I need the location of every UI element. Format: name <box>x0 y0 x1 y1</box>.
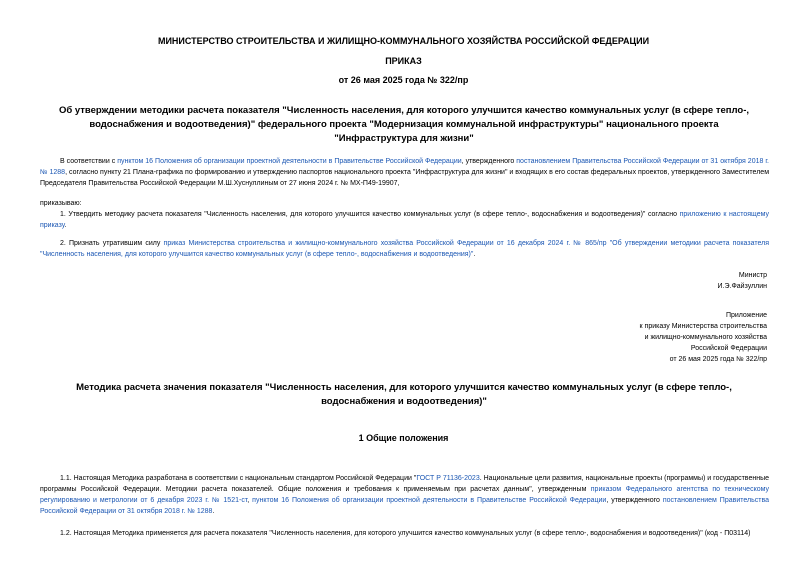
appendix-line-3: и жилищно-коммунального хозяйства <box>644 334 767 341</box>
appendix-line-1: Приложение <box>725 312 767 319</box>
link-decree-1288[interactable]: постановлением Правительства Российской Федерации от 31 октября 2018 г. № 1288 <box>40 158 769 176</box>
signature-block <box>718 270 768 292</box>
preamble-text-1: В соответствии с <box>60 158 118 165</box>
signature-position: Министр <box>738 272 767 279</box>
item-2-text: 2. Признать утратившим силу <box>60 240 164 247</box>
paragraph-1-1 <box>40 473 769 517</box>
p11-text-4: , утвержденного <box>606 497 663 504</box>
section-1-heading: 1 Общие положения <box>358 433 449 443</box>
link-decree-1288-b[interactable]: постановлением Правительства Российской Федерации от 31 октября 2018 г. № 1288 <box>40 497 770 515</box>
link-order-865[interactable]: приказ Министерства строительства и жилищно-коммунального хозяйства Российской Федерации от 16 декабря 2024 г. № 865/пр "Об утверждении методики расчета показателя "Численность населения, для которого улучшится качество коммунальных услуг (в сфере тепло-, водоснабжения и водоотведения)" <box>40 240 769 258</box>
item-2-end: . <box>473 251 476 258</box>
appendix-line-4: Российской Федерации <box>690 345 767 352</box>
preamble-text-3: , согласно пункту 21 Плана-графика по формированию и утверждению паспортов национального проекта "Инфраструктура для жизни" и входящих в его состав федеральных проектов, утвержденного Заместителем Председателя Правительства Российской Федерации М.Ш.Хуснуллиным от 27 июня 2024 г. № МХ-П49-19907, <box>40 169 770 187</box>
appendix-line-5: от 26 мая 2025 года № 322/пр <box>669 356 767 363</box>
order-title: Об утверждении методики расчета показателя "Численность населения, для которого улучшится качество коммунальных услуг (в сфере тепло-, водоснабжения и водоотведения)" федерального проекта "Модернизация коммунальной инфраструктуры" национального проекта "Инфраструктура для жизни" <box>58 105 750 144</box>
p11-text-3: , <box>247 497 253 504</box>
item-1 <box>40 209 769 231</box>
item-2 <box>40 238 769 260</box>
document-date-number: от 26 мая 2025 года № 322/пр <box>338 75 469 85</box>
link-rosstandart-order[interactable]: приказом Федерального агентства по техническому регулированию и метрологии от 6 декабря 2023 г. № 1521-ст <box>40 486 769 504</box>
order-word: приказываю: <box>40 200 82 207</box>
ministry-header: МИНИСТЕРСТВО СТРОИТЕЛЬСТВА И ЖИЛИЩНО-КОММУНАЛЬНОГО ХОЗЯЙСТВА РОССИЙСКОЙ ФЕДЕРАЦИИ <box>157 36 650 46</box>
paragraph-1-2: 1.2. Настоящая Методика применяется для расчета показателя "Численность населения, для которого улучшится качество коммунальных услуг (в сфере тепло-, водоснабжения и водоотведения)" (код - П03114) <box>60 530 751 537</box>
p11-text-5: . <box>212 508 215 515</box>
link-clause-16[interactable]: пунктом 16 Положения об организации проектной деятельности в Правительстве Российской Федерации <box>117 158 462 165</box>
link-clause-16-b[interactable]: пунктом 16 Положения об организации проектной деятельности в Правительстве Российской Федерации <box>252 497 607 504</box>
method-title: Методика расчета значения показателя "Численность населения, для которого улучшится качество коммунальных услуг (в сфере тепло-, водоснабжения и водоотведения)" <box>76 382 732 407</box>
p11-text-1: 1.1. Настоящая Методика разработана в соответствии с национальным стандартом Российской Федерации " <box>60 475 417 482</box>
link-gost[interactable]: ГОСТ Р 71136-2023 <box>416 475 480 482</box>
signature-name: И.Э.Файзуллин <box>717 283 767 290</box>
appendix-block <box>640 310 767 365</box>
item-1-text: 1. Утвердить методику расчета показателя "Численность населения, для которого улучшится качество коммунальных услуг (в сфере тепло-, водоснабжения и водоотведения)" согласно <box>60 211 680 218</box>
appendix-line-2: к приказу Министерства строительства <box>639 323 767 330</box>
p11-text-2: . Национальные цели развития, национальные проекты (программы) и государственные программы Российской Федерации. Методики расчета показателей. Общие положения и требования к применяемым при расчетах данным", утвержденным <box>40 475 769 493</box>
preamble-paragraph <box>40 156 769 189</box>
link-appendix[interactable]: приложению к настоящему приказу <box>40 211 769 229</box>
preamble-text-2: , утвержденного <box>461 158 517 165</box>
item-1-end: . <box>64 222 67 229</box>
document-type: ПРИКАЗ <box>385 56 422 66</box>
